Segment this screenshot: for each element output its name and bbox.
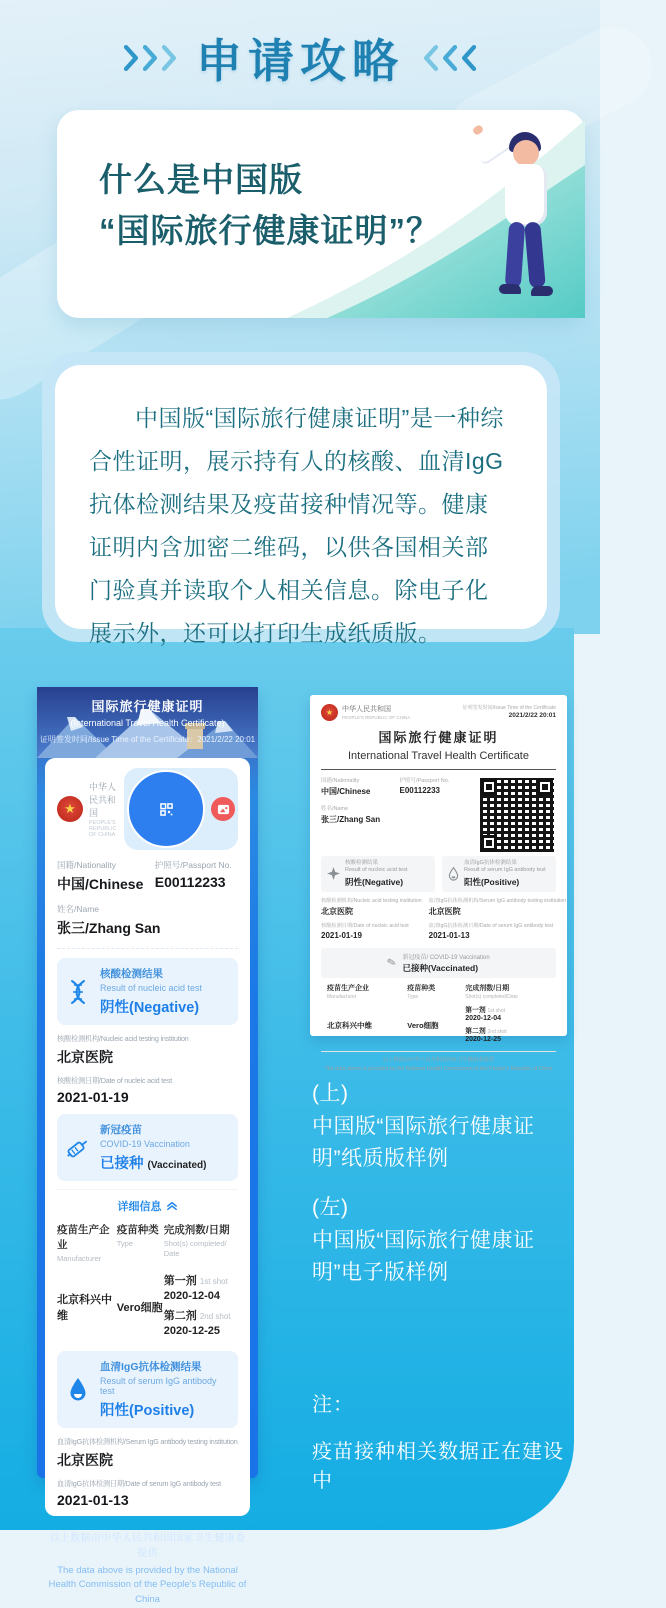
divider	[321, 769, 556, 770]
person-head	[513, 140, 539, 166]
app-cert-subtitle: (International Travel Health Certificate)	[70, 718, 225, 728]
caption-electronic-tag: (左)	[312, 1196, 349, 1219]
paper-country-en: PEOPLE'S REPUBLIC OF CHINA	[342, 715, 411, 720]
dashed-divider	[57, 948, 238, 949]
person-shoe	[531, 286, 553, 296]
paper-footer	[321, 1056, 556, 1073]
description-paragraph: 中国版“国际旅行健康证明”是一种综合性证明，展示持有人的核酸、血清IgG抗体检测结果及疫苗接种情况等。健康证明内含加密二维码，以供各国相关部门验真并读取个人相关信息。除电子化展示外，还可以打印生成纸质版。	[89, 405, 504, 646]
paper-serum-date-label: 血清IgG抗体检测日期/Date of serum IgG antibody test	[428, 922, 554, 929]
nucleic-result-texts	[100, 966, 202, 1017]
shot1-cn: 第一剂	[163, 1274, 197, 1287]
serum-result-box	[57, 1351, 238, 1428]
paper-shot2-en: 2nd shot	[487, 1029, 507, 1036]
app-footer-en: The data above is provided by the National Health Commission of the People's Republic of China	[48, 1564, 247, 1606]
field-serum-date	[57, 1479, 238, 1508]
qr-code	[478, 776, 556, 854]
vaccine-result-en: (Vaccinated)	[147, 1160, 207, 1171]
type-value: Vero细胞	[116, 1301, 163, 1314]
field-nucleic-date	[57, 1076, 238, 1105]
divider	[57, 1189, 238, 1190]
paper-col1-cn: 疫苗生产企业	[327, 984, 369, 992]
name-label: 姓名/Name	[57, 904, 100, 914]
shot2-line	[164, 1307, 238, 1323]
page-title: 申请攻略	[196, 35, 404, 87]
footnote	[312, 1388, 582, 1493]
paper-header	[321, 704, 556, 721]
field-nationality	[57, 859, 155, 894]
app-header-greatwall	[37, 687, 258, 758]
vaccine-title-en: COVID-19 Vaccination	[100, 1139, 190, 1149]
paper-shot1-date: 2020-12-04	[465, 1015, 502, 1023]
intro-title-line1: 什么是中国版	[99, 161, 303, 198]
country-names	[89, 780, 118, 838]
syringe-icon	[63, 1136, 93, 1160]
qr-code-button[interactable]	[127, 770, 205, 848]
paper-serum-title-cn: 血清IgG抗体检测结果	[464, 860, 517, 866]
emblem-row	[57, 768, 238, 850]
paper-passport-label: 护照号/Passport No.	[399, 778, 450, 784]
col-type	[117, 1222, 164, 1264]
paper-serum-texts	[464, 860, 546, 888]
paper-passport-value: E00112233	[399, 786, 440, 795]
col3-cn: 完成剂数/日期	[163, 1224, 230, 1236]
caption-paper-version	[312, 1078, 552, 1176]
paper-nucleic-box	[321, 856, 435, 892]
paper-footer-en: The data above is provided by the National Health Commission of the People's Republic of China	[324, 1065, 553, 1072]
intro-title	[99, 154, 440, 256]
paper-field-nationality	[321, 776, 400, 797]
paper-country-cn: 中华人民共和国	[342, 706, 391, 713]
paper-col1-en: Manufacturer	[327, 993, 357, 1000]
passport-value: E00112233	[154, 874, 226, 890]
vaccine-result-cn: 已接种	[100, 1156, 144, 1172]
image-icon	[217, 803, 230, 816]
paper-title: 国际旅行健康证明	[378, 730, 499, 745]
paper-identity-grid	[321, 776, 556, 854]
nucleic-institution-value: 北京医院	[57, 1049, 113, 1065]
paper-serum-result: 阳性(Positive)	[464, 876, 520, 887]
paper-vaccination-bar	[321, 948, 556, 978]
serum-result: 阳性(Positive)	[100, 1402, 195, 1419]
paper-nucleic-title-cn: 核酸检测结果	[345, 860, 379, 866]
col1-en: Manufacturer	[57, 1254, 102, 1263]
shot1-date: 2020-12-04	[163, 1289, 221, 1302]
intro-title-line2: “国际旅行健康证明”？	[99, 212, 440, 250]
paper-nucleic-title-en: Result of nucleic acid test	[345, 867, 408, 874]
paper-serum-details	[429, 897, 567, 945]
qr-code-icon	[160, 803, 173, 816]
star-test-icon	[327, 867, 340, 880]
national-emblem-icon	[321, 704, 338, 721]
paper-nucleic-date-value: 2021-01-19	[321, 930, 362, 940]
paper-nucleic-date-label: 核酸检测日期/Date of nucleic acid test	[321, 922, 409, 929]
emblem-star: ★	[325, 708, 334, 717]
paper-identity-fields	[321, 776, 478, 854]
serum-institution-label: 血清IgG抗体检测机构/Serum IgG antibody testing institution	[57, 1436, 238, 1446]
person-torso	[505, 164, 547, 226]
serum-result-texts	[100, 1359, 230, 1420]
paper-col-type	[407, 983, 465, 1001]
description-card	[55, 365, 547, 646]
app-header-text	[37, 687, 258, 758]
vaccination-result-texts	[100, 1122, 206, 1173]
chevrons-left-icon	[422, 45, 477, 71]
chevron-up-icon	[166, 1201, 178, 1211]
national-emblem-icon	[57, 796, 83, 822]
footnote-text: 疫苗接种相关数据正在建设中	[312, 1441, 564, 1492]
chevrons-right-icon	[123, 45, 178, 71]
qr-finder-pattern	[537, 779, 553, 795]
paper-type-value: Vero细胞	[407, 1020, 439, 1030]
paper-nucleic-inst-label: 核酸检测机构/Nucleic acid testing institution	[321, 897, 422, 904]
paper-serum-box	[442, 856, 556, 892]
app-footer	[37, 1516, 258, 1606]
paper-shot1-line	[465, 1004, 550, 1014]
field-serum-institution	[57, 1437, 238, 1470]
nucleic-result: 阴性(Negative)	[100, 1000, 200, 1016]
shot1-line	[164, 1272, 238, 1288]
electronic-certificate-screenshot	[37, 687, 258, 1606]
nationality-label: 国籍/Nationality	[57, 860, 117, 870]
divider	[321, 1051, 556, 1052]
paper-nationality-label: 国籍/Nationality	[321, 778, 360, 784]
person-leg	[505, 222, 526, 289]
paper-serum-date-value: 2021-01-13	[428, 930, 470, 940]
caption-paper-text: 中国版“国际旅行健康证明”纸质版样例	[312, 1114, 535, 1171]
paper-title-en: International Travel Health Certificate	[348, 750, 529, 762]
col-manufacturer	[57, 1222, 117, 1264]
paper-shot2-line	[465, 1025, 550, 1035]
paper-vaccination-texts	[402, 952, 489, 974]
paper-issue-label: 证明签发时间/Issue Time of the Certificate	[462, 705, 556, 711]
serum-date-label: 血清IgG抗体检测日期/Date of serum IgG antibody test	[57, 1478, 221, 1488]
caption-electronic-text: 中国版“国际旅行健康证明”电子版样例	[312, 1228, 535, 1285]
identity-fields	[57, 850, 238, 894]
pencil-icon: ✎	[385, 956, 399, 971]
nucleic-institution-label: 核酸检测机构/Nucleic acid testing institution	[57, 1034, 189, 1043]
paper-col2-cn: 疫苗种类	[407, 984, 436, 992]
footnote-label: 注：	[312, 1394, 354, 1416]
app-white-card	[45, 758, 250, 1516]
vaccine-title: 新冠疫苗	[100, 1124, 142, 1136]
qr-finder-pattern	[481, 835, 497, 851]
water-drop-icon	[63, 1377, 93, 1402]
field-passport	[155, 859, 232, 894]
field-name	[57, 903, 238, 938]
image-view-button[interactable]	[211, 797, 235, 821]
paper-shot1-cn: 第一剂	[465, 1007, 486, 1015]
nucleic-title: 核酸检测结果	[100, 968, 163, 980]
page-header	[0, 26, 600, 90]
paper-country-names	[342, 704, 410, 720]
shot1-en: 1st shot	[199, 1276, 228, 1286]
col2-en: Type	[116, 1239, 133, 1248]
paper-nationality-value: 中国/Chinese	[321, 787, 371, 796]
paper-issue-value: 2021/2/22 20:01	[508, 712, 556, 719]
paper-name-value: 张三/Zhang San	[321, 815, 381, 824]
paper-serum-inst-label: 血清IgG抗体检测机构/Serum IgG antibody testing institution	[428, 897, 567, 904]
shots-cell	[164, 1272, 238, 1342]
paper-col2-en: Type	[407, 993, 419, 1000]
paper-col3-cn: 完成剂数/日期	[465, 984, 510, 992]
field-nucleic-institution	[57, 1034, 238, 1067]
serum-institution-value: 北京医院	[57, 1451, 113, 1468]
details-label: 详细信息	[117, 1201, 162, 1213]
paper-serum-inst-value: 北京医院	[428, 906, 461, 916]
col2-cn: 疫苗种类	[116, 1224, 159, 1236]
serum-title-en: Result of serum IgG antibody test	[100, 1375, 217, 1396]
intro-card	[57, 110, 585, 318]
paper-shots-cell	[465, 1004, 550, 1046]
manufacturer-cell	[57, 1291, 117, 1323]
paper-result-boxes	[321, 856, 556, 892]
paper-nucleic-result: 阴性(Negative)	[345, 876, 404, 887]
caption-electronic-version	[312, 1192, 552, 1290]
description-card-glow	[42, 352, 560, 646]
paper-serum-title-en: Result of serum IgG antibody test	[464, 867, 546, 874]
qr-finder-pattern	[481, 779, 497, 795]
app-issue-time: 证明签发时间/Issue Time of the Certificate：2021/2/22 20:01	[39, 735, 256, 744]
dna-icon	[63, 979, 93, 1005]
type-cell	[117, 1299, 164, 1315]
app-cert-title: 国际旅行健康证明	[91, 699, 204, 714]
paper-vaccine-table-header	[321, 983, 556, 1001]
nationality-value: 中国/Chinese	[57, 876, 144, 892]
col1-cn: 疫苗生产企业	[57, 1224, 110, 1251]
paper-vaccine-title: 新冠疫苗/ COVID-19 Vaccination	[402, 954, 490, 961]
nucleic-title-en: Result of nucleic acid test	[100, 983, 203, 993]
country-name-en: PEOPLE'S REPUBLIC OF CHINA	[89, 820, 117, 838]
paper-manufacturer-value: 北京科兴中维	[327, 1020, 372, 1030]
paper-nucleic-details	[321, 897, 422, 945]
shot2-en: 2nd shot	[199, 1311, 231, 1321]
paper-nucleic-title	[345, 860, 407, 875]
paper-test-details	[321, 897, 567, 945]
emblem-star: ★	[64, 801, 76, 816]
caption-paper-tag: (上)	[312, 1082, 349, 1105]
paper-certificate	[310, 695, 567, 1072]
paper-shot1-en: 1st shot	[487, 1008, 506, 1015]
paper-col3-en: Shot(s) completed/Date	[465, 993, 518, 1000]
paper-field-name	[321, 804, 478, 825]
person-illustration	[475, 124, 571, 310]
nucleic-result-box	[57, 958, 238, 1025]
paper-issue-time	[463, 704, 556, 719]
app-footer-cn: 以上数据由中华人民共和国国家卫生健康委提供	[49, 1532, 246, 1559]
nucleic-date-value: 2021-01-19	[57, 1089, 129, 1105]
paper-nucleic-inst-value: 北京医院	[321, 906, 353, 916]
paper-serum-title	[464, 860, 546, 875]
manufacturer-value: 北京科兴中维	[57, 1293, 112, 1322]
name-value: 张三/Zhang San	[57, 920, 161, 936]
paper-vaccine-result: 已接种(Vaccinated)	[402, 962, 479, 973]
person-leg	[524, 221, 546, 288]
passport-label: 护照号/Passport No.	[154, 860, 232, 870]
vaccine-table-row	[57, 1272, 238, 1342]
paper-footer-cn: 以上数据由中华人民共和国国家卫生健康委提供	[382, 1057, 495, 1064]
shot2-date: 2020-12-25	[163, 1324, 221, 1337]
paper-name-label: 姓名/Name	[321, 806, 349, 812]
vaccine-table-header	[57, 1222, 238, 1264]
paper-nucleic-texts	[345, 860, 407, 888]
nucleic-date-label: 核酸检测日期/Date of nucleic acid test	[57, 1076, 173, 1085]
vaccine-result	[100, 1152, 206, 1173]
vaccination-result-box	[57, 1114, 238, 1181]
paper-vaccine-table-row	[321, 1004, 556, 1046]
water-drop-icon	[448, 867, 459, 881]
col-shots	[164, 1222, 238, 1264]
country-name-cn: 中华人民共和国	[89, 782, 117, 818]
person-shoe	[499, 284, 521, 294]
details-toggle[interactable]	[57, 1198, 238, 1214]
shot2-cn: 第二剂	[163, 1309, 197, 1322]
serum-title: 血清IgG抗体检测结果	[100, 1360, 202, 1373]
paper-field-row	[321, 776, 478, 804]
paper-field-passport	[400, 776, 479, 797]
view-toggle-pill	[124, 768, 238, 850]
paper-shot2-date: 2020-12-25	[465, 1036, 502, 1044]
paper-col-manufacturer	[327, 983, 407, 1001]
col3-en: Shot(s) completed/ Date	[163, 1239, 227, 1258]
paper-col-shots	[465, 983, 550, 1001]
serum-date-value: 2021-01-13	[57, 1491, 129, 1508]
paper-shot2-cn: 第二剂	[465, 1028, 486, 1036]
